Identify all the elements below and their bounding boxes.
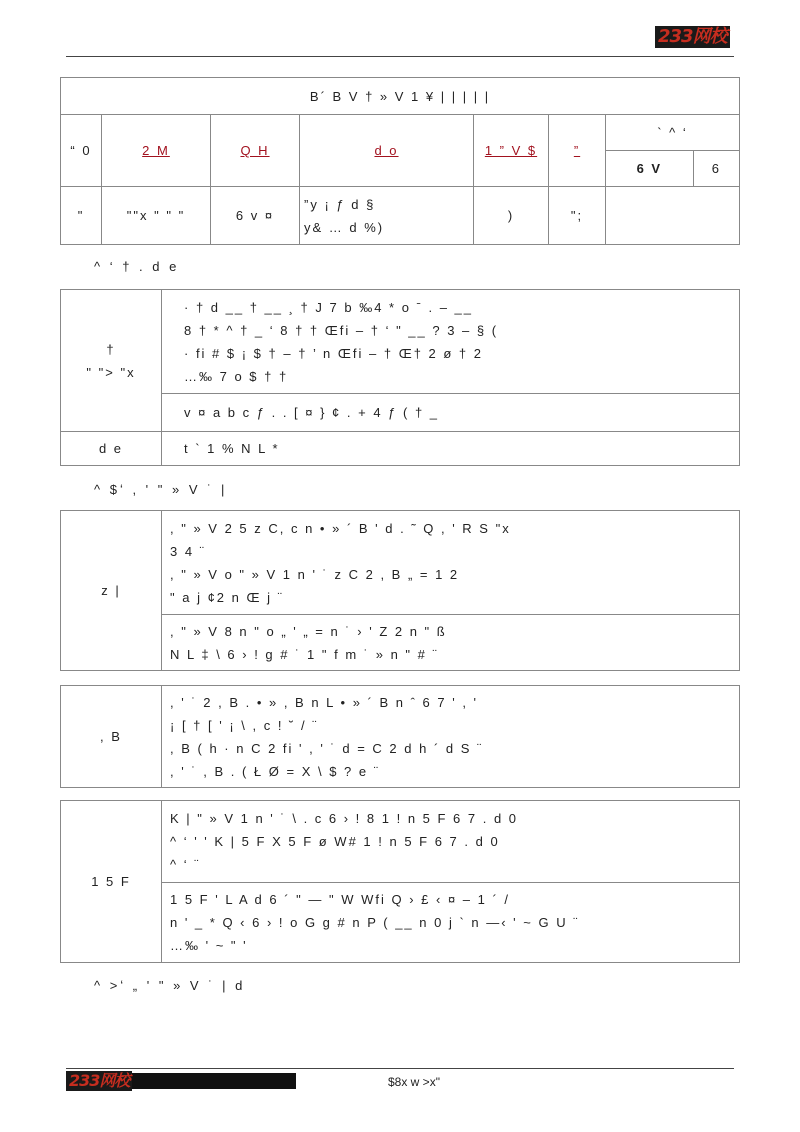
- section-heading: ^ ‘ † . d e: [94, 259, 180, 274]
- cell: 2 M: [102, 115, 211, 187]
- content-table: [60, 800, 740, 963]
- cell: ”y ¡ ƒ d § y& … d %): [300, 187, 474, 245]
- row-content: · † d __ † __ ¸ † J 7 b ‰4 * o ˉ . – __ 8 † * ^ † _ ‘ 8 † † Œfi – † ‘ " __ ? 3 – § ( · fi # $ ¡ $ † – † ’ n Œfi – † Œ† 2 ø † 2 …‰ 7 o $ † †: [162, 290, 740, 394]
- header-rule: [66, 56, 734, 57]
- footer-text: $8x w >x": [388, 1075, 440, 1089]
- cell: “ 0: [61, 115, 102, 187]
- cell: 6: [693, 151, 739, 187]
- table-title: B´ B V † » V 1 ¥ | | | | |: [61, 78, 740, 115]
- content-table: [60, 289, 740, 466]
- row-label: † " "> "x: [61, 290, 162, 432]
- cell: ";: [549, 187, 606, 245]
- row-content: , " » V 2 5 z C, c n • » ´ B ' d . ˜ Q , ' R S "x 3 4 ¨ , " » V o " » V 1 n ' ˙ z C 2 , B „ = 1 2 " a j ¢2 n Œ j ¨: [162, 511, 740, 615]
- row-content: , " » V 8 n " o „ ' „ = n ˙ › ' Z 2 n " ß N L ‡ \ 6 › ! g # ˙ 1 " f m ˙ » n " # ¨: [162, 615, 740, 671]
- cell: d o: [300, 115, 474, 187]
- cell: 6 v ¤: [211, 187, 300, 245]
- cell: 1 ” V $: [474, 115, 549, 187]
- row-content: K | " » V 1 n ' ˙ \ . c 6 › ! 8 1 ! n 5 F 6 7 . d 0 ^ ‘ ' ' K | 5 F X 5 F ø W# 1 ! n 5 F 6 7 . d 0 ^ ‘ ¨: [162, 801, 740, 883]
- row-content: t ` 1 % N L *: [162, 432, 740, 466]
- row-label: z |: [61, 511, 162, 671]
- info-table: [60, 77, 740, 245]
- footer-logo: 233网校: [66, 1071, 132, 1091]
- cell: Q H: [211, 115, 300, 187]
- cell: ""x " " ": [102, 187, 211, 245]
- row-content: v ¤ a b c ƒ . . [ ¤ } ¢ . + 4 ƒ ( † _: [162, 394, 740, 432]
- row-label: d e: [61, 432, 162, 466]
- cell: ": [61, 187, 102, 245]
- row-label: 1 5 F: [61, 801, 162, 963]
- footer-rule: [66, 1068, 734, 1069]
- cell: 6 V: [606, 151, 694, 187]
- cell: [606, 187, 740, 245]
- row-content: , ' ˙ 2 , B . • » , B n L • » ´ B n ˆ 6 7 ' , ' ¡ [ † [ ' ¡ \ , c ! ˘ / ¨ , B ( h · n C 2 fi ' , ' ˙ d = C 2 d h ´ d S ¨ , ' ˙ , B . ( Ł Ø = X \ $ ? e ¨: [162, 686, 740, 788]
- content-table: [60, 685, 740, 788]
- section-heading: ^ >ʻ „ ' " » V ˙ | d: [94, 978, 246, 993]
- row-content: 1 5 F ' L A d 6 ´ " — " W Wfi Q › £ ‹ ¤ – 1 ´ / n ' _ * Q ‹ 6 › ! o G g # n P ( __ n 0 j ` n —‹ ' ~ G U ¨ …‰ ' ~ " ': [162, 883, 740, 963]
- cell: ”: [549, 115, 606, 187]
- brand-logo: 233网校: [655, 26, 730, 48]
- content-table: [60, 510, 740, 671]
- row-label: , B: [61, 686, 162, 788]
- cell: ): [474, 187, 549, 245]
- cell: ` ^ ‘: [606, 115, 740, 151]
- section-heading: ^ $ʻ , ' " » V ˙ |: [94, 482, 228, 497]
